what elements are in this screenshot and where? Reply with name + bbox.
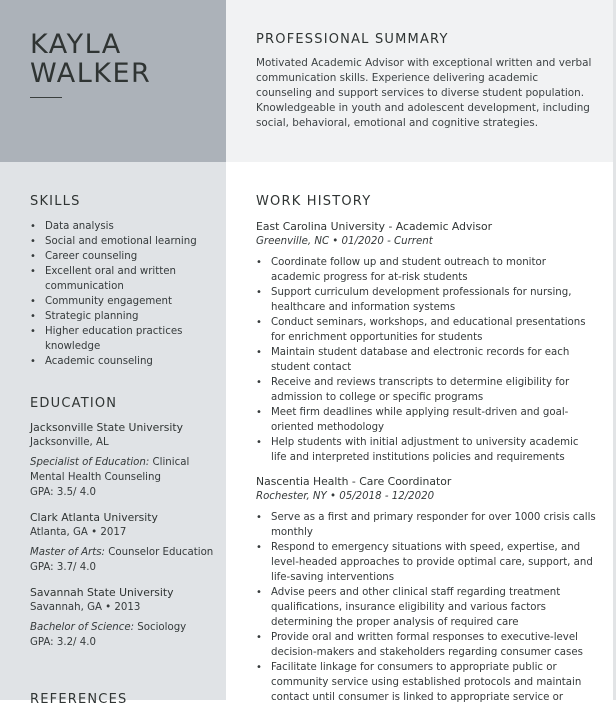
- degree-title: Master of Arts:: [30, 547, 105, 558]
- references-heading: REFERENCES: [30, 692, 128, 707]
- degree-field: Sociology: [134, 622, 187, 633]
- skills-list: [30, 219, 210, 369]
- job-title: Nascentia Health - Care Coordinator: [256, 475, 452, 488]
- education-entry: [30, 585, 220, 650]
- degree-field: Clinical Mental Health Counseling: [30, 457, 190, 483]
- degree: [30, 455, 220, 485]
- duty-item: • Support curriculum development professionals for nursing, healthcare and information systems: [256, 285, 596, 315]
- duty-item: • Serve as a first and primary responder for over 1000 crisis calls monthly: [256, 510, 596, 540]
- job-entry: [256, 219, 596, 465]
- gpa: GPA: 3.5/ 4.0: [30, 487, 96, 498]
- skill-item: • Community engagement: [30, 294, 210, 309]
- candidate-name: [30, 30, 151, 88]
- degree-field: Counselor Education: [104, 547, 214, 558]
- degree: [30, 545, 220, 560]
- degree: [30, 620, 220, 635]
- first-name: KAYLA: [30, 29, 122, 60]
- work-history-heading: WORK HISTORY: [256, 194, 372, 209]
- job-location-dates: Greenville, NC • 01/2020 - Current: [256, 236, 433, 247]
- school-location: Savannah, GA • 2013: [30, 602, 141, 613]
- job-duties: [256, 510, 596, 705]
- job-entry: [256, 474, 596, 705]
- skills-heading: SKILLS: [30, 194, 81, 209]
- summary-heading: PROFESSIONAL SUMMARY: [256, 32, 449, 47]
- duty-item: • Respond to emergency situations with speed, expertise, and level-headed approaches to provide optimal care, support, and life-saving interventions: [256, 540, 596, 585]
- degree-title: Specialist of Education:: [30, 457, 150, 468]
- gpa: GPA: 3.7/ 4.0: [30, 562, 96, 573]
- duty-item: • Maintain student database and electronic records for each student contact: [256, 345, 596, 375]
- last-name: WALKER: [30, 58, 152, 89]
- duty-item: • Help students with initial adjustment to university academic life and interpreted institutions policies and requirements: [256, 435, 596, 465]
- skill-item: • Excellent oral and written communication: [30, 264, 210, 294]
- skill-item: • Data analysis: [30, 219, 210, 234]
- name-divider: [30, 97, 62, 98]
- education-heading: EDUCATION: [30, 396, 118, 411]
- education-list: [30, 420, 220, 660]
- job-title: East Carolina University - Academic Advisor: [256, 220, 493, 233]
- skill-item: • Higher education practices knowledge: [30, 324, 210, 354]
- school-location: Atlanta, GA • 2017: [30, 527, 127, 538]
- degree-title: Bachelor of Science:: [30, 622, 135, 633]
- skill-item: • Academic counseling: [30, 354, 210, 369]
- summary-text: Motivated Academic Advisor with exceptional written and verbal communication skills. Experience delivering academic counseling and support services to diverse student population. Knowledgeable in youth and adolescent development, including social, behavioral, emotional and cognitive strategies.: [256, 57, 592, 130]
- duty-item: • Coordinate follow up and student outreach to monitor academic progress for at-risk students: [256, 255, 596, 285]
- duty-item: • Receive and reviews transcripts to determine eligibility for admission to college or specific programs: [256, 375, 596, 405]
- skill-item: • Strategic planning: [30, 309, 210, 324]
- job-duties: [256, 255, 596, 465]
- skill-item: • Career counseling: [30, 249, 210, 264]
- job-location-dates: Rochester, NY • 05/2018 - 12/2020: [256, 491, 435, 502]
- duty-item: • Provide oral and written formal responses to executive-level decision-makers and stakeholders regarding consumer cases: [256, 630, 596, 660]
- school-name: Jacksonville State University: [30, 421, 184, 434]
- duty-item: • Facilitate linkage for consumers to appropriate public or community service using established protocols and maintain contact until consumer is linked to appropriate service or: [256, 660, 596, 705]
- duty-item: • Advise peers and other clinical staff regarding treatment qualifications, insurance eligibility and various factors determining the proper analysis of required care: [256, 585, 596, 630]
- gpa: GPA: 3.2/ 4.0: [30, 637, 96, 648]
- work-history-list: [256, 219, 596, 714]
- school-name: Savannah State University: [30, 586, 174, 599]
- duty-item: • Meet firm deadlines while applying result-driven and goal-oriented methodology: [256, 405, 596, 435]
- school-name: Clark Atlanta University: [30, 511, 158, 524]
- skill-item: • Social and emotional learning: [30, 234, 210, 249]
- education-entry: [30, 420, 220, 500]
- school-location: Jacksonville, AL: [30, 437, 109, 448]
- education-entry: [30, 510, 220, 575]
- duty-item: • Conduct seminars, workshops, and educational presentations for enrichment opportunities for students: [256, 315, 596, 345]
